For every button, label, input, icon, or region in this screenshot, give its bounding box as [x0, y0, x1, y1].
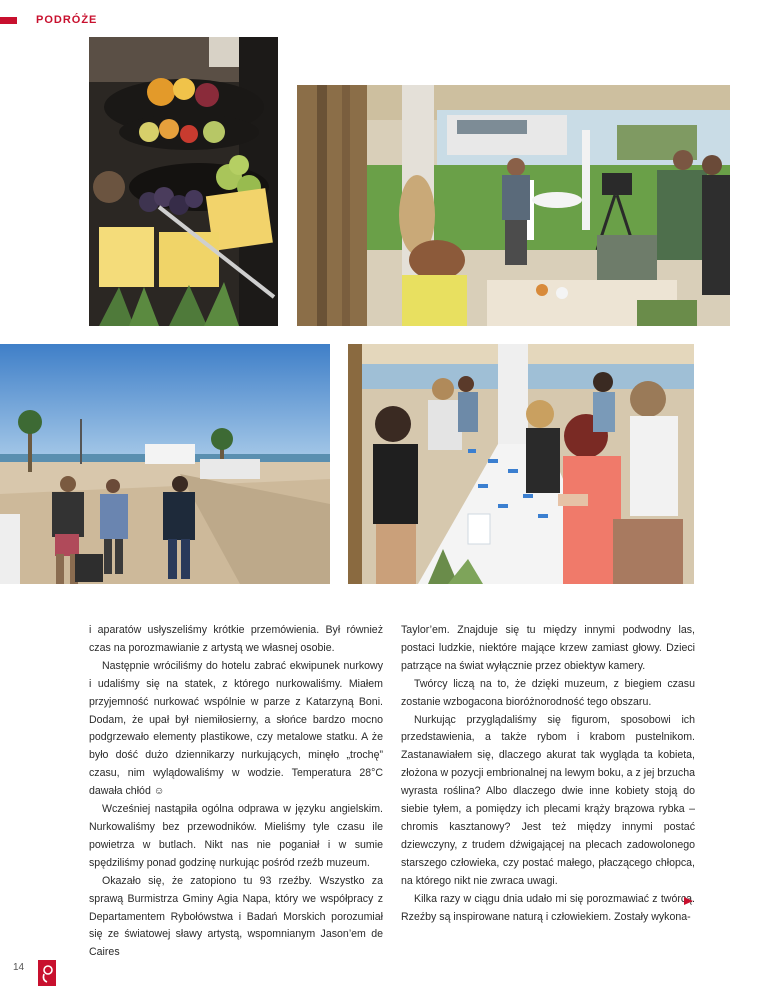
paragraph: Taylor’em. Znajduje się tu między innymi podwodny las, postaci ludzkie, niektóre mające krzew zamiast głowy. Dzieci patrzące na świat wyłącznie przez obiektyw kamery.: [401, 624, 695, 672]
continue-arrow-icon: [684, 897, 693, 905]
section-color-bar: [0, 17, 17, 24]
marina-illustration: [0, 344, 330, 584]
section-title: PODRÓŻE: [36, 14, 98, 26]
registration-illustration: [348, 344, 694, 584]
paragraph: i aparatów usłyszeliśmy krótkie przemówienia. Był również czas na porozmawianie z artystą we własnej osobie.: [89, 624, 383, 654]
paragraph: Następnie wróciliśmy do hotelu zabrać ekwipunek nurkowy i udaliśmy się na statek, z którego nurkowaliśmy. Miałem przyjemność nurkować wspólnie w parze z Katarzyną Boni. Dodam, że upał był niemiłosierny, a słońce bardzo mocno podgrzewało elementy plastikowe, czy metalowe statku. A że było dość dużo dziennikarzy nurkujących, minęło „trochę” czasu, nim wylądowaliśmy w wodzie. Temperatura 28°C dawała chłód ☺: [89, 659, 383, 798]
photo-fruit-buffet: [89, 37, 278, 326]
magazine-logo: [38, 960, 56, 986]
paragraph: Okazało się, że zatopiono tu 93 rzeźby. Wszystko za sprawą Burmistrza Gminy Agia Napa, który we współpracy z Departamentem Rybołówstwa i Badań Morskich porozumiał się ze światowej sławy artystą, wspomnianym Jason’em de Caires: [89, 874, 383, 959]
photo-marina-walk: [0, 344, 330, 584]
fruit-buffet-illustration: [89, 37, 278, 326]
photo-registration-table: [348, 344, 694, 584]
paragraph: Wcześniej nastąpiła ogólna odprawa w języku angielskim. Nurkowaliśmy bez przewodników. Mieliśmy tyle czasu ile powietrza w butlach. Nikt nas nie poganiał i w sumie spędziliśmy ponad godzinę nurkując pośród rzeźb muzeum.: [89, 803, 383, 869]
paragraph: Kilka razy w ciągu dnia udało mi się porozmawiać z twórcą. Rzeźby są inspirowane naturą i człowiekiem. Zostały wykona-: [401, 892, 695, 923]
article-column-left: [89, 622, 383, 962]
logo-mark-icon: [38, 960, 56, 986]
press-event-illustration: [297, 85, 730, 326]
paragraph: Nurkując przyglądaliśmy się figurom, sposobowi ich przedstawienia, a także rybom i krabom pustelnikom. Zastanawiałem się, dlaczego akurat tak wygląda ta kobieta, złożona w pozycji embrionalnej na lewym boku, a z jej brzucha wyrasta roślina? Albo dlaczego dwie inne kobiety stoją do siebie tyłem, a pomiędzy ich plecami krąży brązowa rybka – chromis kasztanowy? Jest też między innymi postać dziewczyny, z trudem dźwigającej na plecach zadowolonego starszego człowieka, czy postać małego, płaczącego chłopca, na którego nikt nie zwraca uwagi.: [401, 713, 695, 887]
paragraph: Twórcy liczą na to, że dzięki muzeum, z biegiem czasu zostanie wzbogacona bioróżnorodność tego obszaru.: [401, 677, 695, 708]
article-column-right: [401, 622, 695, 926]
photo-museum-press-event: [297, 85, 730, 326]
page-number: 14: [13, 962, 25, 973]
